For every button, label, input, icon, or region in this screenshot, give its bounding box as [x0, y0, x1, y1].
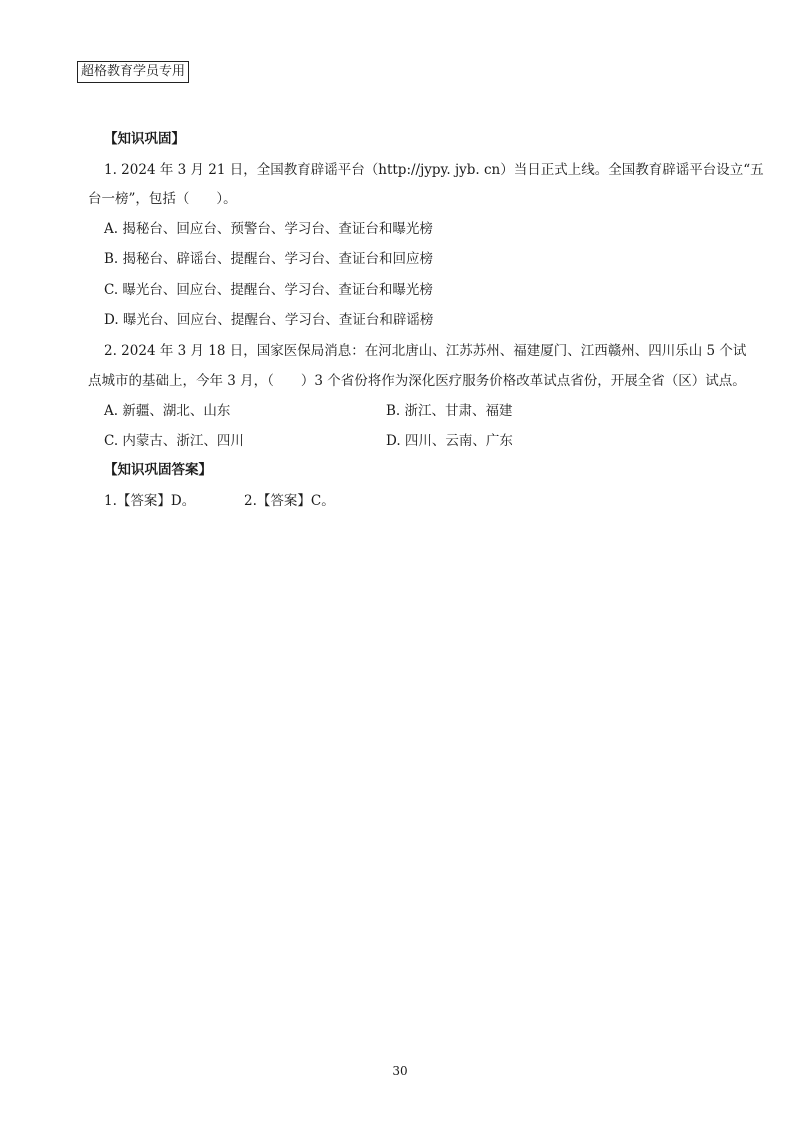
answer-1: 1.【答案】D。: [104, 493, 196, 509]
question-2-line-2: 点城市的基础上，今年 3 月，（ ）3 个省份将作为深化医疗服务价格改革试点省份，开展全省（区）试点。: [88, 373, 746, 389]
answer-2: 2.【答案】C。: [244, 493, 335, 509]
question-1-option-d: D. 曝光台、回应台、提醒台、学习台、查证台和辟谣榜: [104, 312, 434, 328]
question-1-line-2: 台一榜”，包括（ ）。: [88, 191, 237, 207]
question-2-option-a: A. 新疆、湖北、山东: [104, 403, 231, 419]
question-2-line-1: 2. 2024 年 3 月 18 日，国家医保局消息：在河北唐山、江苏苏州、福建厦门、江西赣州、四川乐山 5 个试: [104, 343, 747, 359]
question-1-line-1: 1. 2024 年 3 月 21 日，全国教育辟谣平台（http://jypy. jyb. cn）当日正式上线。全国教育辟谣平台设立“五: [104, 162, 764, 178]
section-title-knowledge-review: 【知识巩固】: [104, 131, 185, 147]
question-1-option-b: B. 揭秘台、辟谣台、提醒台、学习台、查证台和回应榜: [104, 251, 434, 267]
question-2-option-d: D. 四川、云南、广东: [386, 433, 513, 449]
question-1-option-c: C. 曝光台、回应台、提醒台、学习台、查证台和曝光榜: [104, 282, 433, 298]
question-2-option-b: B. 浙江、甘肃、福建: [386, 403, 513, 419]
question-2-option-c: C. 内蒙古、浙江、四川: [104, 433, 244, 449]
student-only-stamp: 超格教育学员专用: [77, 61, 189, 83]
section-title-answers: 【知识巩固答案】: [104, 462, 212, 478]
page-number: 30: [392, 1064, 408, 1078]
question-1-option-a: A. 揭秘台、回应台、预警台、学习台、查证台和曝光榜: [104, 221, 433, 237]
